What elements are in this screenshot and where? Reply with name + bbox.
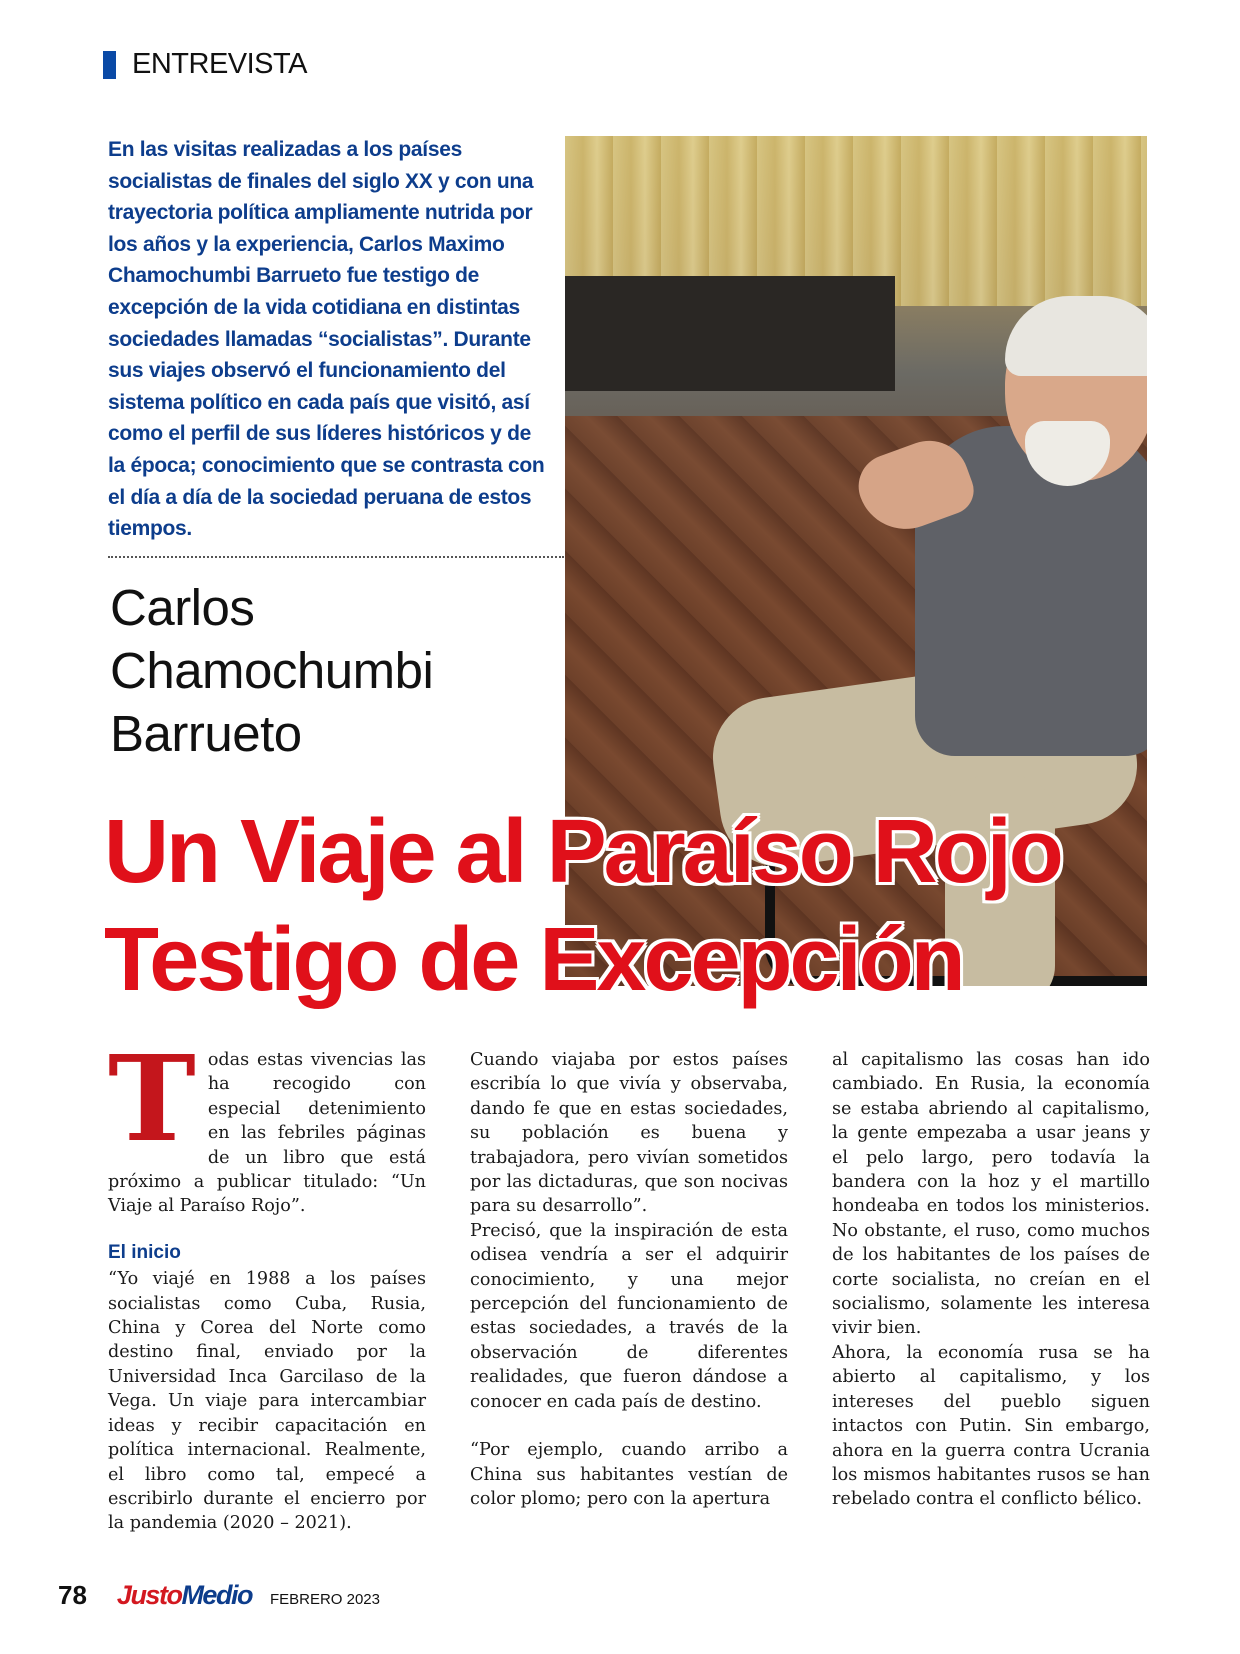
magazine-logo-part2: Medio [181,1580,252,1610]
section-label: ENTREVISTA [132,48,307,80]
subject-name-line2: Chamochumbi [110,642,434,699]
magazine-logo-part1: Justo [116,1580,182,1610]
subheading: El inicio [108,1241,181,1263]
dotted-divider [108,556,564,558]
page-number: 78 [58,1580,87,1610]
headline-line1: Un Viaje al Paraíso Rojo [104,802,1061,902]
headline-line2: Testigo de Excepción [104,910,963,1010]
subject-name-line3: Barrueto [110,705,302,762]
issue-date: FEBRERO 2023 [269,1591,380,1608]
article-column-1 [108,1029,426,1536]
article-column-3 [832,1048,1150,1512]
paragraph-text: odas estas vivencias las ha recogido con especial detenimiento en las febriles páginas de un libro que está próximo a publicar titulado: “Un Viaje al Paraíso Rojo”. [108,1050,426,1217]
article-paragraph: Precisó, que la inspiración de esta odisea vendría a ser el adquirir conocimiento, y una mejor percepción del funcionamiento de estas sociedades, a través de la observación de diferentes realidades, que fueron dándose a conocer en cada país de destino. [470,1220,788,1412]
drop-cap: T [108,1029,196,1168]
article-paragraph: Ahora, la economía rusa se ha abierto al capitalismo, y los intereses del pueblo siguen intactos con Putin. Sin embargo, ahora en la guerra contra Ucrania los mismos habitantes rusos se han rebelado contra el conflicto bélico. [832,1342,1150,1510]
page-footer [58,1580,380,1611]
subject-name [110,576,433,765]
intro-paragraph: En las visitas realizadas a los países socialistas de finales del siglo XX y con una trayectoria política ampliamente nutrida por los años y la experiencia, Carlos Maximo Chamochumbi Barrueto fue testigo de excepción de la vida cotidiana en distintas sociedades llamadas “socialistas”. Durante sus viajes observó el funcionamiento del sistema político en cada país que visitó, así como el perfil de sus líderes históricos y de la época; conocimiento que se contrasta con el día a día de la sociedad peruana de estos tiempos. [108,138,545,541]
article-paragraph: “Por ejemplo, cuando arribo a China sus habitantes vestían de color plomo; pero con la apertura [470,1440,788,1509]
article-paragraph: al capitalismo las cosas han ido cambiado. En Rusia, la economía se estaba abriendo al capitalismo, la gente empezaba a usar jeans y el pelo largo, pero todavía la bandera con la hoz y el martillo hondeaba en todos los ministerios. No obstante, el ruso, como muchos de los habitantes de los países de corte socialista, no creían en el socialismo, solamente les interesa vivir bien. [832,1050,1150,1339]
headline [104,798,1164,1014]
magazine-logo [117,1580,252,1611]
article-paragraph: “Yo viajé en 1988 a los países socialistas como Cuba, Rusia, China y Corea del Norte como destino final, enviado por la Universidad Inca Garcilaso de la Vega. Un viaje para intercambiar ideas y recibir capacitación en política internacional. Realmente, el libro como tal, empecé a escribirlo durante el encierro por la pandemia (2020 – 2021). [108,1269,426,1534]
article-paragraph: Cuando viajaba por estos países escribía lo que vivía y observaba, dando fe que en estas sociedades, su población es buena y trabajadora, pero vivían sometidos por las dictaduras, que son nocivas para su desarrollo”. [470,1050,788,1217]
article-paragraph [108,1029,426,1219]
article-column-2 [470,1048,788,1511]
subject-name-line1: Carlos [110,579,255,636]
section-tag [103,48,307,81]
section-bar [103,51,116,79]
